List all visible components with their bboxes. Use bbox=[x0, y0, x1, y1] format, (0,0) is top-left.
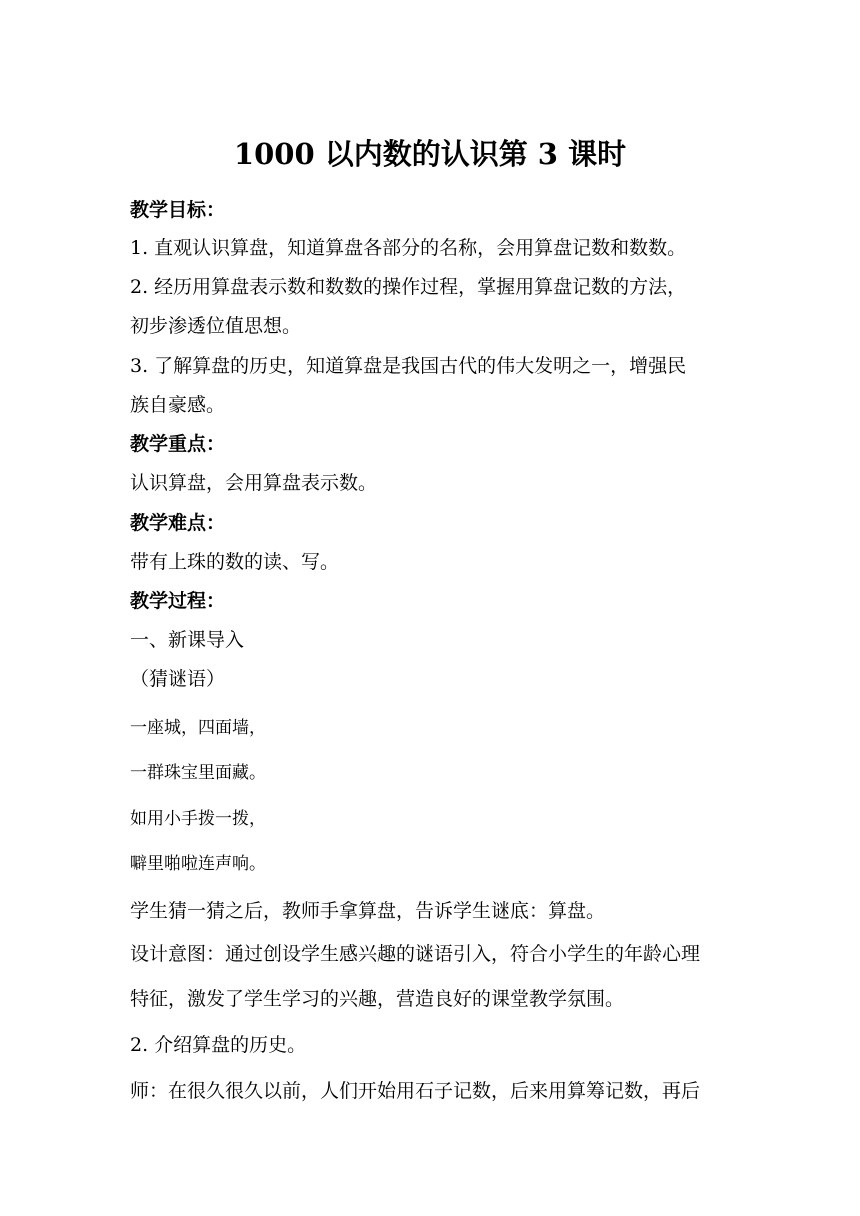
paragraph-line: 特征，激发了学生学习的兴趣，营造良好的课堂教学氛围。 bbox=[130, 988, 625, 1010]
paragraph-line: 师：在很久很久以前，人们开始用石子记数，后来用算筹记数，再后 bbox=[130, 1080, 701, 1102]
riddle-line: 噼里啪啦连声响。 bbox=[130, 854, 266, 874]
paragraph-line: 一、新课导入 bbox=[130, 629, 245, 651]
paragraph-line: 3. 了解算盘的历史，知道算盘是我国古代的伟大发明之一，增强民 bbox=[130, 355, 687, 377]
section-heading-goals: 教学目标： bbox=[130, 199, 226, 221]
paragraph-line: 2. 介绍算盘的历史。 bbox=[130, 1034, 307, 1056]
section-heading-difficulties: 教学难点： bbox=[130, 512, 226, 534]
paragraph-line: 族自豪感。 bbox=[130, 394, 226, 416]
paragraph-line: 学生猜一猜之后，教师手拿算盘，告诉学生谜底：算盘。 bbox=[130, 900, 606, 922]
paragraph-line: 2. 经历用算盘表示数和数数的操作过程，掌握用算盘记数的方法， bbox=[130, 276, 687, 298]
riddle-line: 一座城，四面墙， bbox=[130, 718, 266, 738]
paragraph-line: 设计意图：通过创设学生感兴趣的谜语引入，符合小学生的年龄心理 bbox=[130, 943, 701, 965]
page-title: 1000 以内数的认识第 3 课时 bbox=[233, 137, 627, 171]
paragraph-line: 1. 直观认识算盘，知道算盘各部分的名称，会用算盘记数和数数。 bbox=[130, 237, 687, 259]
paragraph-line: 初步渗透位值思想。 bbox=[130, 315, 302, 337]
paragraph-line: 带有上珠的数的读、写。 bbox=[130, 551, 340, 573]
riddle-line: 如用小手拨一拨， bbox=[130, 809, 266, 829]
riddle-line: 一群珠宝里面藏。 bbox=[130, 763, 266, 783]
paragraph-line: （猜谜语） bbox=[130, 668, 226, 690]
section-heading-process: 教学过程： bbox=[130, 590, 226, 612]
paragraph-line: 认识算盘，会用算盘表示数。 bbox=[130, 472, 378, 494]
section-heading-key-points: 教学重点： bbox=[130, 433, 226, 455]
